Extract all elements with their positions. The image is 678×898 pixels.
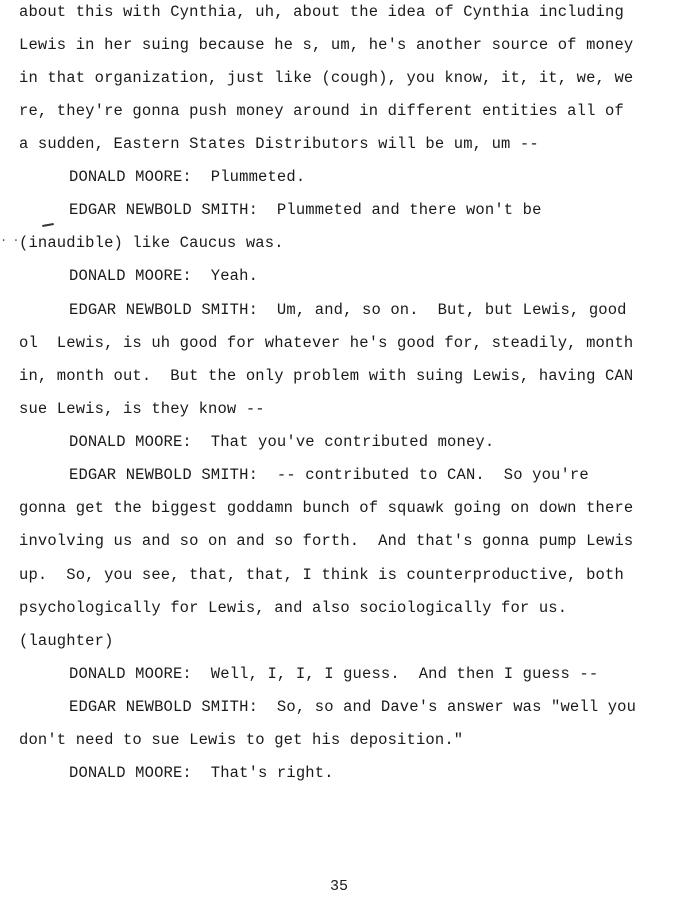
transcript-line: in that organization, just like (cough), you know, it, it, we, we	[19, 69, 634, 87]
page-number: 35	[329, 878, 348, 895]
transcript-line: psychologically for Lewis, and also sociologically for us.	[19, 599, 568, 617]
speaker-line: EDGAR NEWBOLD SMITH: Plummeted and there won't be	[69, 201, 542, 219]
transcript-line: about this with Cynthia, uh, about the idea of Cynthia including	[19, 3, 624, 21]
transcript-line: a sudden, Eastern States Distributors will be um, um --	[19, 135, 539, 153]
transcript-line: involving us and so on and so forth. And that's gonna pump Lewis	[19, 532, 634, 550]
transcript-line: don't need to sue Lewis to get his deposition."	[19, 731, 464, 749]
transcript-line: ol Lewis, is uh good for whatever he's good for, steadily, month	[19, 334, 634, 352]
handwritten-mark	[42, 223, 54, 227]
transcript-line: in, month out. But the only problem with suing Lewis, having CAN	[19, 367, 634, 385]
speaker-line: EDGAR NEWBOLD SMITH: -- contributed to CAN. So you're	[69, 466, 589, 484]
transcript-line: sue Lewis, is they know --	[19, 400, 265, 418]
transcript-line: Lewis in her suing because he s, um, he's another source of money	[19, 36, 634, 54]
margin-mark: . .	[0, 231, 19, 245]
transcript-line: re, they're gonna push money around in different entities all of	[19, 102, 624, 120]
speaker-line: DONALD MOORE: Well, I, I, I guess. And then I guess --	[69, 665, 599, 683]
transcript-line: up. So, you see, that, that, I think is counterproductive, both	[19, 566, 624, 584]
speaker-line: DONALD MOORE: That you've contributed money.	[69, 433, 495, 451]
speaker-line: EDGAR NEWBOLD SMITH: Um, and, so on. But, but Lewis, good	[69, 301, 627, 319]
speaker-line: DONALD MOORE: Plummeted.	[69, 168, 306, 186]
transcript-line: gonna get the biggest goddamn bunch of squawk going on down there	[19, 499, 634, 517]
transcript-line: (laughter)	[19, 632, 114, 650]
speaker-line: EDGAR NEWBOLD SMITH: So, so and Dave's answer was "well you	[69, 698, 637, 716]
speaker-line: DONALD MOORE: That's right.	[69, 764, 334, 782]
speaker-line: DONALD MOORE: Yeah.	[69, 267, 259, 285]
transcript-line: (inaudible) like Caucus was.	[19, 234, 284, 252]
